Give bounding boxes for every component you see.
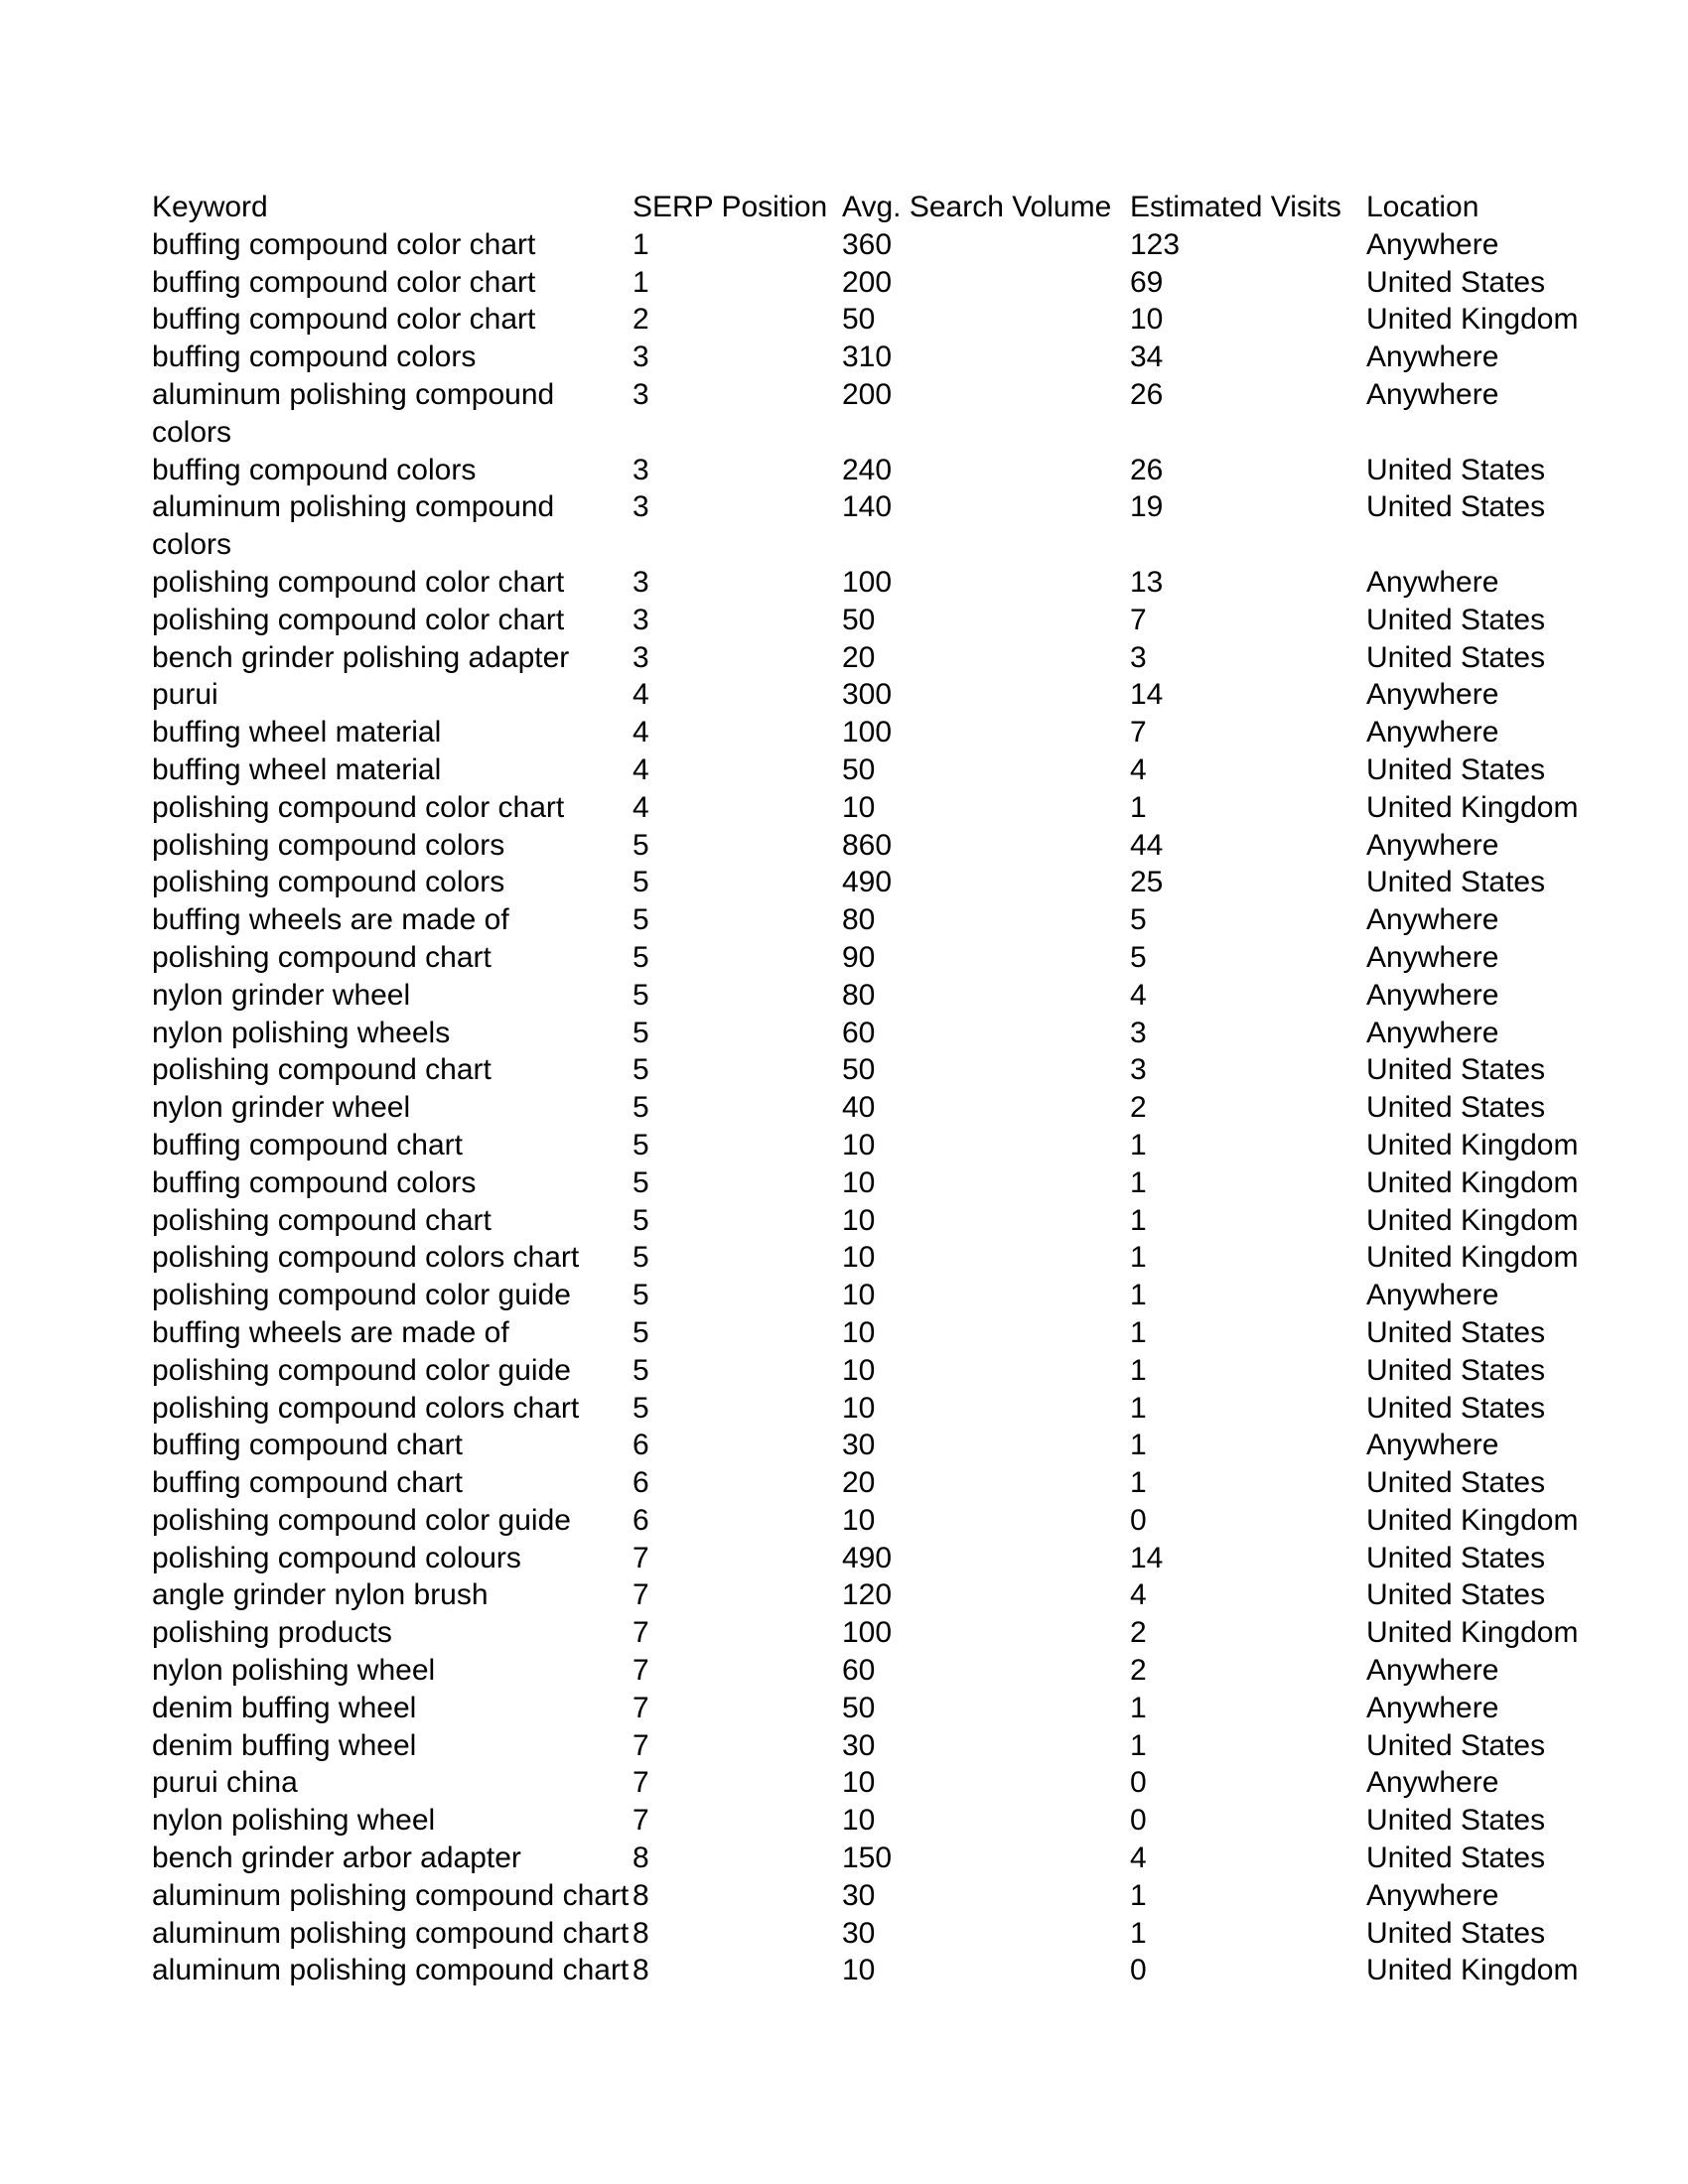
cell-serp-position: 5 bbox=[633, 978, 649, 1012]
cell-keyword: bench grinder polishing adapter bbox=[152, 640, 570, 674]
cell-location: United Kingdom bbox=[1366, 1503, 1579, 1537]
cell-estimated-visits: 5 bbox=[1130, 940, 1147, 974]
cell-estimated-visits: 1 bbox=[1130, 1165, 1147, 1199]
table-row bbox=[152, 1127, 1624, 1164]
cell-estimated-visits: 1 bbox=[1130, 1128, 1147, 1161]
cell-keyword: purui china bbox=[152, 1766, 298, 1800]
cell-serp-position: 5 bbox=[633, 940, 649, 974]
cell-serp-position: 7 bbox=[633, 1654, 649, 1688]
cell-avg-search-volume: 100 bbox=[842, 565, 893, 599]
cell-avg-search-volume: 10 bbox=[842, 790, 876, 824]
cell-keyword: buffing compound chart bbox=[152, 1429, 463, 1462]
cell-keyword: buffing compound color chart bbox=[152, 265, 536, 299]
cell-location: United States bbox=[1366, 1916, 1546, 1950]
table-body bbox=[152, 226, 1624, 1989]
cell-avg-search-volume: 240 bbox=[842, 453, 893, 486]
cell-avg-search-volume: 60 bbox=[842, 1016, 876, 1049]
cell-serp-position: 7 bbox=[633, 1766, 649, 1800]
cell-location: Anywhere bbox=[1366, 1279, 1499, 1312]
table-row bbox=[152, 676, 1624, 714]
cell-keyword: aluminum polishing compound chart bbox=[152, 1954, 630, 1987]
cell-serp-position: 5 bbox=[633, 1353, 649, 1387]
cell-estimated-visits: 13 bbox=[1130, 565, 1164, 599]
cell-avg-search-volume: 860 bbox=[842, 828, 893, 862]
cell-serp-position: 6 bbox=[633, 1466, 649, 1500]
cell-serp-position: 5 bbox=[633, 1128, 649, 1161]
cell-estimated-visits: 1 bbox=[1130, 1429, 1147, 1462]
cell-keyword: polishing compound chart bbox=[152, 940, 492, 974]
cell-estimated-visits: 123 bbox=[1130, 227, 1181, 261]
table-row bbox=[152, 1614, 1624, 1652]
cell-location: United States bbox=[1366, 1315, 1546, 1349]
cell-serp-position: 6 bbox=[633, 1429, 649, 1462]
cell-keyword: polishing compound color guide bbox=[152, 1503, 571, 1537]
table-row bbox=[152, 564, 1624, 602]
table-row bbox=[152, 1502, 1624, 1540]
cell-estimated-visits: 0 bbox=[1130, 1766, 1147, 1800]
cell-location: Anywhere bbox=[1366, 565, 1499, 599]
cell-location: United Kingdom bbox=[1366, 790, 1579, 824]
table-row bbox=[152, 901, 1624, 939]
cell-keyword: buffing wheel material bbox=[152, 752, 442, 786]
cell-estimated-visits: 0 bbox=[1130, 1954, 1147, 1987]
cell-avg-search-volume: 30 bbox=[842, 1429, 876, 1462]
header-keyword: Keyword bbox=[152, 191, 268, 223]
cell-avg-search-volume: 30 bbox=[842, 1878, 876, 1912]
table-row bbox=[152, 1727, 1624, 1765]
cell-location: Anywhere bbox=[1366, 1691, 1499, 1724]
table-row bbox=[152, 452, 1624, 489]
cell-location: Anywhere bbox=[1366, 716, 1499, 750]
cell-location: United States bbox=[1366, 866, 1546, 899]
cell-serp-position: 3 bbox=[633, 377, 649, 411]
cell-keyword: buffing wheels are made of bbox=[152, 903, 509, 937]
cell-avg-search-volume: 200 bbox=[842, 377, 893, 411]
cell-keyword: nylon grinder wheel bbox=[152, 1091, 411, 1125]
cell-estimated-visits: 1 bbox=[1130, 1241, 1147, 1275]
cell-location: United States bbox=[1366, 1466, 1546, 1500]
table-row bbox=[152, 1089, 1624, 1127]
table-row bbox=[152, 714, 1624, 751]
keyword-ranking-table bbox=[152, 189, 1624, 1989]
cell-location: United Kingdom bbox=[1366, 303, 1579, 337]
cell-estimated-visits: 34 bbox=[1130, 341, 1164, 374]
cell-keyword: buffing compound chart bbox=[152, 1466, 463, 1500]
cell-location: United Kingdom bbox=[1366, 1165, 1579, 1199]
cell-serp-position: 1 bbox=[633, 265, 649, 299]
cell-keyword: polishing compound color chart bbox=[152, 790, 565, 824]
cell-estimated-visits: 69 bbox=[1130, 265, 1164, 299]
cell-serp-position: 7 bbox=[633, 1691, 649, 1724]
cell-keyword: nylon polishing wheel bbox=[152, 1654, 436, 1688]
cell-estimated-visits: 4 bbox=[1130, 1842, 1147, 1875]
cell-location: United States bbox=[1366, 1842, 1546, 1875]
cell-keyword: purui bbox=[152, 678, 218, 712]
table-row bbox=[152, 1239, 1624, 1277]
cell-keyword: polishing products bbox=[152, 1616, 392, 1650]
cell-avg-search-volume: 10 bbox=[842, 1128, 876, 1161]
cell-location: United Kingdom bbox=[1366, 1616, 1579, 1650]
table-row bbox=[152, 639, 1624, 677]
cell-avg-search-volume: 150 bbox=[842, 1842, 893, 1875]
cell-serp-position: 5 bbox=[633, 1016, 649, 1049]
cell-location: United States bbox=[1366, 453, 1546, 486]
cell-avg-search-volume: 100 bbox=[842, 1616, 893, 1650]
header-avg-search-volume: Avg. Search Volume bbox=[842, 191, 1112, 223]
cell-location: Anywhere bbox=[1366, 377, 1499, 411]
table-row bbox=[152, 1202, 1624, 1240]
cell-avg-search-volume: 50 bbox=[842, 603, 876, 636]
cell-estimated-visits: 1 bbox=[1130, 1691, 1147, 1724]
cell-keyword: buffing wheel material bbox=[152, 716, 442, 750]
cell-avg-search-volume: 10 bbox=[842, 1391, 876, 1425]
cell-keyword: polishing compound color chart bbox=[152, 603, 565, 636]
cell-serp-position: 5 bbox=[633, 828, 649, 862]
cell-estimated-visits: 1 bbox=[1130, 1728, 1147, 1762]
cell-keyword: buffing compound color chart bbox=[152, 227, 536, 261]
cell-keyword: polishing compound colours bbox=[152, 1541, 521, 1574]
cell-serp-position: 5 bbox=[633, 1391, 649, 1425]
cell-location: United States bbox=[1366, 1053, 1546, 1087]
table-row bbox=[152, 864, 1624, 901]
cell-estimated-visits: 14 bbox=[1130, 678, 1164, 712]
cell-avg-search-volume: 80 bbox=[842, 903, 876, 937]
table-row bbox=[152, 1464, 1624, 1502]
cell-estimated-visits: 44 bbox=[1130, 828, 1164, 862]
table-row bbox=[152, 602, 1624, 639]
cell-serp-position: 3 bbox=[633, 490, 649, 524]
cell-serp-position: 3 bbox=[633, 565, 649, 599]
cell-avg-search-volume: 40 bbox=[842, 1091, 876, 1125]
cell-avg-search-volume: 10 bbox=[842, 1503, 876, 1537]
cell-serp-position: 8 bbox=[633, 1842, 649, 1875]
cell-estimated-visits: 26 bbox=[1130, 453, 1164, 486]
cell-estimated-visits: 1 bbox=[1130, 1203, 1147, 1237]
cell-serp-position: 1 bbox=[633, 227, 649, 261]
cell-serp-position: 5 bbox=[633, 903, 649, 937]
cell-avg-search-volume: 20 bbox=[842, 640, 876, 674]
cell-serp-position: 5 bbox=[633, 1279, 649, 1312]
cell-location: Anywhere bbox=[1366, 1016, 1499, 1049]
cell-estimated-visits: 3 bbox=[1130, 640, 1147, 674]
table-row bbox=[152, 827, 1624, 865]
cell-avg-search-volume: 490 bbox=[842, 1541, 893, 1574]
cell-location: Anywhere bbox=[1366, 227, 1499, 261]
cell-serp-position: 5 bbox=[633, 1091, 649, 1125]
table-row bbox=[152, 939, 1624, 977]
cell-avg-search-volume: 140 bbox=[842, 490, 893, 524]
cell-estimated-visits: 4 bbox=[1130, 752, 1147, 786]
cell-avg-search-volume: 10 bbox=[842, 1315, 876, 1349]
cell-serp-position: 3 bbox=[633, 603, 649, 636]
cell-estimated-visits: 26 bbox=[1130, 377, 1164, 411]
table-row bbox=[152, 1427, 1624, 1464]
cell-avg-search-volume: 120 bbox=[842, 1578, 893, 1612]
cell-location: United Kingdom bbox=[1366, 1954, 1579, 1987]
cell-avg-search-volume: 10 bbox=[842, 1165, 876, 1199]
cell-estimated-visits: 3 bbox=[1130, 1016, 1147, 1049]
cell-estimated-visits: 1 bbox=[1130, 1353, 1147, 1387]
table-row bbox=[152, 1952, 1624, 1989]
cell-avg-search-volume: 200 bbox=[842, 265, 893, 299]
cell-location: Anywhere bbox=[1366, 1429, 1499, 1462]
table-row bbox=[152, 977, 1624, 1015]
cell-estimated-visits: 19 bbox=[1130, 490, 1164, 524]
table-row bbox=[152, 1802, 1624, 1840]
cell-serp-position: 6 bbox=[633, 1503, 649, 1537]
cell-keyword: aluminum polishing compound chart bbox=[152, 1878, 630, 1912]
table-row bbox=[152, 1015, 1624, 1052]
cell-avg-search-volume: 50 bbox=[842, 1691, 876, 1724]
cell-location: United Kingdom bbox=[1366, 1128, 1579, 1161]
cell-keyword: denim buffing wheel bbox=[152, 1728, 417, 1762]
table-row bbox=[152, 1877, 1624, 1915]
table-row bbox=[152, 1051, 1624, 1089]
cell-estimated-visits: 2 bbox=[1130, 1654, 1147, 1688]
cell-keyword: aluminum polishing compound chart bbox=[152, 1916, 630, 1950]
header-serp-position: SERP Position bbox=[633, 191, 828, 223]
cell-serp-position: 5 bbox=[633, 1315, 649, 1349]
cell-location: United States bbox=[1366, 640, 1546, 674]
cell-serp-position: 8 bbox=[633, 1916, 649, 1950]
cell-location: Anywhere bbox=[1366, 678, 1499, 712]
cell-keyword: buffing compound colors bbox=[152, 341, 477, 374]
cell-serp-position: 3 bbox=[633, 341, 649, 374]
cell-estimated-visits: 7 bbox=[1130, 603, 1147, 636]
cell-estimated-visits: 25 bbox=[1130, 866, 1164, 899]
cell-avg-search-volume: 310 bbox=[842, 341, 893, 374]
header-row bbox=[152, 189, 1624, 226]
cell-serp-position: 8 bbox=[633, 1878, 649, 1912]
cell-avg-search-volume: 50 bbox=[842, 1053, 876, 1087]
cell-serp-position: 5 bbox=[633, 1165, 649, 1199]
cell-estimated-visits: 1 bbox=[1130, 1315, 1147, 1349]
cell-serp-position: 4 bbox=[633, 678, 649, 712]
cell-estimated-visits: 1 bbox=[1130, 1279, 1147, 1312]
cell-keyword: polishing compound color chart bbox=[152, 565, 565, 599]
cell-keyword: buffing compound colors bbox=[152, 453, 477, 486]
cell-estimated-visits: 1 bbox=[1130, 790, 1147, 824]
table-row bbox=[152, 1764, 1624, 1802]
cell-serp-position: 4 bbox=[633, 716, 649, 750]
cell-avg-search-volume: 360 bbox=[842, 227, 893, 261]
cell-serp-position: 3 bbox=[633, 640, 649, 674]
cell-keyword: buffing compound color chart bbox=[152, 303, 536, 337]
cell-location: Anywhere bbox=[1366, 940, 1499, 974]
cell-location: Anywhere bbox=[1366, 1766, 1499, 1800]
cell-avg-search-volume: 10 bbox=[842, 1353, 876, 1387]
cell-avg-search-volume: 30 bbox=[842, 1916, 876, 1950]
table-row bbox=[152, 1314, 1624, 1352]
cell-serp-position: 7 bbox=[633, 1616, 649, 1650]
cell-estimated-visits: 0 bbox=[1130, 1804, 1147, 1838]
cell-keyword: buffing wheels are made of bbox=[152, 1315, 509, 1349]
cell-avg-search-volume: 10 bbox=[842, 1804, 876, 1838]
cell-estimated-visits: 2 bbox=[1130, 1616, 1147, 1650]
table-row bbox=[152, 1690, 1624, 1727]
cell-serp-position: 7 bbox=[633, 1728, 649, 1762]
table-row bbox=[152, 339, 1624, 376]
cell-serp-position: 8 bbox=[633, 1954, 649, 1987]
cell-estimated-visits: 1 bbox=[1130, 1916, 1147, 1950]
table-row bbox=[152, 488, 1624, 564]
cell-avg-search-volume: 10 bbox=[842, 1766, 876, 1800]
header-location: Location bbox=[1366, 191, 1479, 223]
cell-keyword: polishing compound colors chart bbox=[152, 1241, 580, 1275]
cell-location: United States bbox=[1366, 1541, 1546, 1574]
table-row bbox=[152, 789, 1624, 827]
table-row bbox=[152, 301, 1624, 339]
cell-avg-search-volume: 100 bbox=[842, 716, 893, 750]
cell-location: United States bbox=[1366, 603, 1546, 636]
cell-estimated-visits: 5 bbox=[1130, 903, 1147, 937]
cell-serp-position: 3 bbox=[633, 453, 649, 486]
cell-serp-position: 2 bbox=[633, 303, 649, 337]
cell-estimated-visits: 2 bbox=[1130, 1091, 1147, 1125]
cell-location: United States bbox=[1366, 1578, 1546, 1612]
cell-keyword: polishing compound color guide bbox=[152, 1279, 571, 1312]
cell-keyword: angle grinder nylon brush bbox=[152, 1578, 489, 1612]
cell-location: United States bbox=[1366, 1728, 1546, 1762]
cell-location: Anywhere bbox=[1366, 828, 1499, 862]
cell-keyword: polishing compound colors bbox=[152, 828, 505, 862]
cell-keyword: polishing compound color guide bbox=[152, 1353, 571, 1387]
header-estimated-visits: Estimated Visits bbox=[1130, 191, 1341, 223]
cell-serp-position: 7 bbox=[633, 1804, 649, 1838]
cell-location: United States bbox=[1366, 1391, 1546, 1425]
cell-keyword: bench grinder arbor adapter bbox=[152, 1842, 521, 1875]
table-row bbox=[152, 751, 1624, 789]
table-row bbox=[152, 1277, 1624, 1314]
cell-location: Anywhere bbox=[1366, 1878, 1499, 1912]
cell-location: United States bbox=[1366, 490, 1546, 524]
cell-keyword: nylon polishing wheels bbox=[152, 1016, 451, 1049]
table-row bbox=[152, 1840, 1624, 1877]
cell-estimated-visits: 0 bbox=[1130, 1503, 1147, 1537]
cell-avg-search-volume: 20 bbox=[842, 1466, 876, 1500]
cell-keyword: denim buffing wheel bbox=[152, 1691, 417, 1724]
cell-estimated-visits: 3 bbox=[1130, 1053, 1147, 1087]
table-row bbox=[152, 1164, 1624, 1202]
cell-keyword: nylon polishing wheel bbox=[152, 1804, 436, 1838]
cell-estimated-visits: 4 bbox=[1130, 1578, 1147, 1612]
cell-keyword: buffing compound colors bbox=[152, 1165, 477, 1199]
cell-estimated-visits: 10 bbox=[1130, 303, 1164, 337]
cell-location: United States bbox=[1366, 1353, 1546, 1387]
cell-estimated-visits: 1 bbox=[1130, 1878, 1147, 1912]
table-row bbox=[152, 226, 1624, 264]
cell-serp-position: 5 bbox=[633, 1241, 649, 1275]
cell-location: Anywhere bbox=[1366, 978, 1499, 1012]
cell-estimated-visits: 4 bbox=[1130, 978, 1147, 1012]
cell-serp-position: 4 bbox=[633, 790, 649, 824]
cell-avg-search-volume: 300 bbox=[842, 678, 893, 712]
cell-avg-search-volume: 30 bbox=[842, 1728, 876, 1762]
cell-avg-search-volume: 10 bbox=[842, 1241, 876, 1275]
cell-keyword: aluminum polishing compound colors bbox=[152, 377, 555, 449]
cell-location: United States bbox=[1366, 752, 1546, 786]
cell-avg-search-volume: 10 bbox=[842, 1203, 876, 1237]
cell-location: United States bbox=[1366, 1804, 1546, 1838]
cell-avg-search-volume: 50 bbox=[842, 303, 876, 337]
cell-keyword: aluminum polishing compound colors bbox=[152, 490, 555, 562]
cell-location: United States bbox=[1366, 1091, 1546, 1125]
cell-avg-search-volume: 10 bbox=[842, 1954, 876, 1987]
table-header bbox=[152, 189, 1624, 226]
cell-keyword: nylon grinder wheel bbox=[152, 978, 411, 1012]
cell-keyword: buffing compound chart bbox=[152, 1128, 463, 1161]
table-row bbox=[152, 1915, 1624, 1953]
cell-keyword: polishing compound chart bbox=[152, 1053, 492, 1087]
cell-keyword: polishing compound colors chart bbox=[152, 1391, 580, 1425]
cell-serp-position: 7 bbox=[633, 1578, 649, 1612]
cell-location: Anywhere bbox=[1366, 903, 1499, 937]
cell-location: United Kingdom bbox=[1366, 1241, 1579, 1275]
cell-avg-search-volume: 50 bbox=[842, 752, 876, 786]
cell-keyword: polishing compound chart bbox=[152, 1203, 492, 1237]
cell-serp-position: 4 bbox=[633, 752, 649, 786]
cell-avg-search-volume: 90 bbox=[842, 940, 876, 974]
cell-serp-position: 5 bbox=[633, 1203, 649, 1237]
cell-location: United Kingdom bbox=[1366, 1203, 1579, 1237]
cell-avg-search-volume: 10 bbox=[842, 1279, 876, 1312]
cell-avg-search-volume: 490 bbox=[842, 866, 893, 899]
table-row bbox=[152, 1390, 1624, 1428]
cell-serp-position: 5 bbox=[633, 866, 649, 899]
cell-estimated-visits: 1 bbox=[1130, 1391, 1147, 1425]
table-row bbox=[152, 264, 1624, 302]
cell-serp-position: 7 bbox=[633, 1541, 649, 1574]
table-row bbox=[152, 1652, 1624, 1690]
table-row bbox=[152, 1576, 1624, 1614]
cell-avg-search-volume: 80 bbox=[842, 978, 876, 1012]
cell-location: Anywhere bbox=[1366, 341, 1499, 374]
cell-location: Anywhere bbox=[1366, 1654, 1499, 1688]
cell-estimated-visits: 14 bbox=[1130, 1541, 1164, 1574]
cell-estimated-visits: 7 bbox=[1130, 716, 1147, 750]
cell-avg-search-volume: 60 bbox=[842, 1654, 876, 1688]
table-row bbox=[152, 1540, 1624, 1577]
table-row bbox=[152, 376, 1624, 452]
cell-estimated-visits: 1 bbox=[1130, 1466, 1147, 1500]
cell-serp-position: 5 bbox=[633, 1053, 649, 1087]
cell-location: United States bbox=[1366, 265, 1546, 299]
cell-keyword: polishing compound colors bbox=[152, 866, 505, 899]
table-row bbox=[152, 1352, 1624, 1390]
